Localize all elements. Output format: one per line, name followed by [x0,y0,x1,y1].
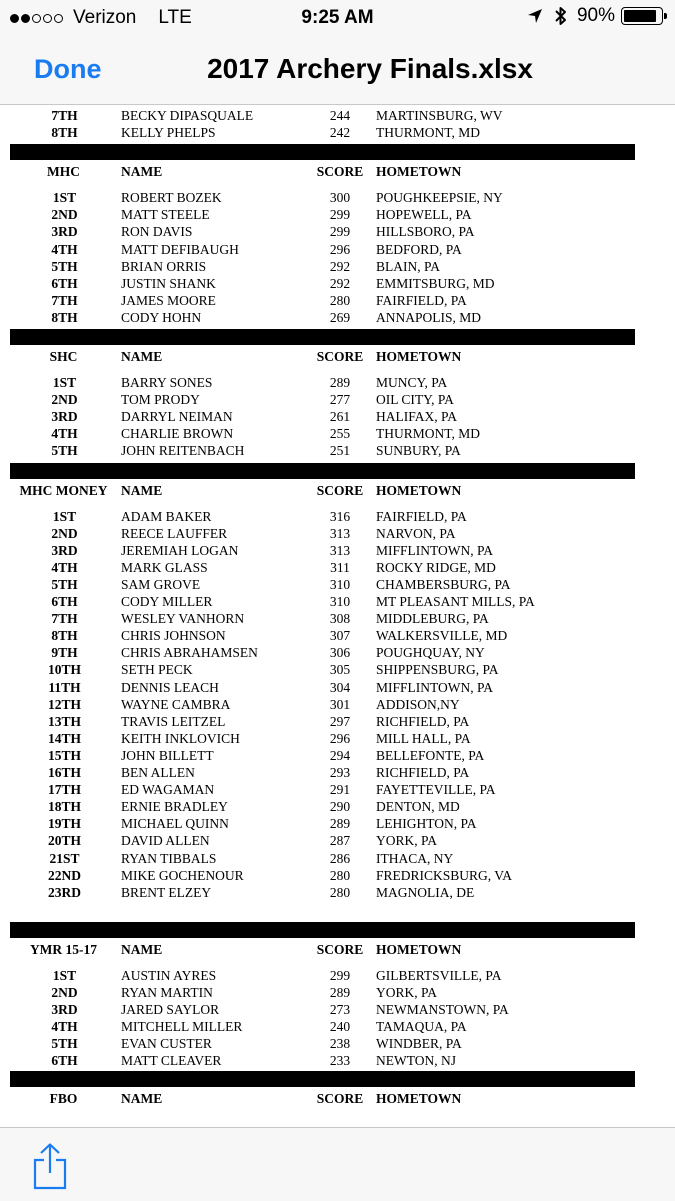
place-cell: 13TH [47,713,81,729]
name-cell: ERNIE BRADLEY [121,799,228,815]
score-cell: 304 [329,679,351,695]
place-cell: 1ST [52,967,77,983]
table-row[interactable] [0,798,675,815]
table-row[interactable] [0,832,675,849]
place-cell: 12TH [47,696,81,712]
place-cell: 23RD [48,884,81,900]
table-row[interactable] [0,223,675,240]
name-cell: JARED SAYLOR [121,1002,220,1017]
place-cell: 5TH [51,1036,78,1052]
section-divider-bar [10,329,635,345]
table-row[interactable] [0,374,675,391]
name-cell: AUSTIN AYRES [121,967,217,983]
place-cell: 7TH [51,292,78,308]
section-header-row [0,1090,675,1107]
score-cell: 297 [329,713,351,729]
table-row[interactable] [0,610,675,627]
hometown-cell: SUNBURY, PA [376,443,461,459]
score-cell: 313 [329,542,351,558]
hometown-cell: MILL HALL, PA [376,730,471,746]
score-cell: 291 [329,782,351,798]
score-cell: 289 [329,984,351,1000]
table-row[interactable] [0,661,675,678]
name-cell: MIKE GOCHENOUR [121,867,244,883]
place-cell: 3RD [51,1002,78,1017]
place-cell: 9TH [51,645,78,661]
table-row[interactable] [0,644,675,661]
hometown-cell: HILLSBORO, PA [376,224,475,240]
share-button[interactable] [30,1142,70,1190]
hometown-cell: THURMONT, MD [376,426,480,442]
hometown-cell: FAYETTEVILLE, PA [376,782,496,798]
place-cell: 20TH [47,833,81,849]
table-row[interactable] [0,850,675,867]
hometown-cell: MARTINSBURG, WV [376,108,503,123]
name-cell: MATT STEELE [121,207,210,223]
name-cell: MARK GLASS [121,559,208,575]
name-cell: CODY HOHN [121,309,202,325]
score-cell: 305 [329,662,351,678]
score-cell: 286 [329,850,351,866]
place-cell: 19TH [47,816,81,832]
table-row[interactable] [0,258,675,275]
name-cell: BARRY SONES [121,375,213,390]
place-cell: 4TH [51,426,78,442]
score-cell: 289 [329,816,351,832]
score-cell: 310 [329,594,351,609]
name-cell: DARRYL NEIMAN [121,409,233,425]
battery-level-fill [624,10,656,22]
table-row[interactable] [0,593,675,610]
hometown-cell: ROCKY RIDGE, MD [376,559,496,575]
place-cell: 2ND [51,392,78,408]
hometown-cell: ADDISON,NY [376,696,460,712]
place-cell: 11TH [48,679,81,695]
hometown-cell: TAMAQUA, PA [376,1019,467,1035]
division-header: YMR 15-17 [29,941,98,957]
table-row[interactable] [0,107,675,124]
score-cell: 310 [329,576,351,592]
hometown-cell: HOPEWELL, PA [376,207,472,223]
score-cell: 296 [329,241,351,257]
name-cell: BRIAN ORRIS [121,258,207,274]
score-cell: 240 [329,1019,351,1035]
name-column-header: NAME [121,1091,163,1107]
name-cell: JUSTIN SHANK [121,275,216,291]
name-cell: MICHAEL QUINN [121,816,229,832]
table-row[interactable] [0,984,675,1001]
hometown-cell: POUGHKEEPSIE, NY [376,190,503,206]
name-cell: JOHN BILLETT [121,747,214,763]
hometown-cell: BLAIN, PA [376,258,441,274]
name-column-header: NAME [121,164,163,180]
bluetooth-icon [553,6,569,26]
score-cell: 299 [329,224,351,240]
hometown-cell: EMMITSBURG, MD [376,275,495,291]
section-header-row [0,348,675,365]
hometown-cell: YORK, PA [376,833,438,849]
division-header: MHC MONEY [19,482,108,498]
place-cell: 5TH [51,443,78,459]
table-row[interactable] [0,408,675,425]
hometown-cell: DENTON, MD [376,799,460,815]
score-column-header: SCORE [316,482,364,498]
hometown-cell: FAIRFIELD, PA [376,508,467,524]
score-column-header: SCORE [316,164,364,180]
hometown-cell: FREDRICKSBURG, VA [376,867,513,883]
score-cell: 316 [329,508,351,524]
score-cell: 294 [329,747,351,763]
table-row[interactable] [0,967,675,984]
hometown-cell: GILBERTSVILLE, PA [376,967,502,983]
division-header: FBO [49,1091,78,1107]
hometown-cell: LEHIGHTON, PA [376,816,477,832]
place-cell: 7TH [51,108,78,123]
hometown-cell: MT PLEASANT MILLS, PA [376,594,535,609]
place-cell: 15TH [47,747,81,763]
table-row[interactable] [0,391,675,408]
place-cell: 6TH [51,275,78,291]
hometown-cell: MIDDLEBURG, PA [376,611,489,627]
name-cell: REECE LAUFFER [121,525,228,541]
place-cell: 1ST [52,375,77,390]
table-row[interactable] [0,730,675,747]
name-cell: DAVID ALLEN [121,833,210,849]
place-cell: 3RD [51,224,78,240]
name-column-header: NAME [121,941,163,957]
section-header-row [0,482,675,499]
name-column-header: NAME [121,482,163,498]
name-column-header: NAME [121,349,163,364]
name-cell: MATT CLEAVER [121,1053,222,1069]
place-cell: 2ND [51,207,78,223]
score-cell: 244 [329,108,351,123]
hometown-cell: RICHFIELD, PA [376,713,470,729]
score-column-header: SCORE [316,349,364,364]
place-cell: 2ND [51,984,78,1000]
name-cell: TOM PRODY [121,392,200,408]
name-cell: JAMES MOORE [121,292,216,308]
place-cell: 4TH [51,1019,78,1035]
score-cell: 277 [329,392,351,408]
name-cell: WAYNE CAMBRA [121,696,231,712]
name-cell: SAM GROVE [121,576,201,592]
section-divider-bar [10,144,635,160]
table-row[interactable] [0,309,675,326]
place-cell: 3RD [51,409,78,425]
section-divider-bar [10,1071,635,1087]
hometown-cell: ANNAPOLIS, MD [376,309,482,325]
table-row[interactable] [0,275,675,292]
name-cell: RYAN TIBBALS [121,850,217,866]
network-type-label: LTE [158,7,192,28]
name-cell: MITCHELL MILLER [121,1019,243,1035]
score-cell: 292 [329,258,351,274]
place-cell: 8TH [51,125,78,141]
score-cell: 296 [329,730,351,746]
bottom-toolbar [0,1127,675,1201]
name-cell: RYAN MARTIN [121,984,213,1000]
done-button[interactable]: Done [34,54,102,84]
section-divider-bar [10,922,635,938]
table-row[interactable] [0,1018,675,1035]
hometown-cell: SHIPPENSBURG, PA [376,662,499,678]
carrier-label: Verizon [73,7,137,28]
place-cell: 8TH [51,628,78,644]
score-cell: 299 [329,207,351,223]
hometown-cell: NARVON, PA [376,525,456,541]
name-cell: MATT DEFIBAUGH [121,241,239,257]
navigation-bar [0,38,675,105]
score-cell: 233 [329,1053,351,1069]
place-cell: 6TH [51,594,78,609]
place-cell: 14TH [47,730,81,746]
table-row[interactable] [0,1035,675,1052]
place-cell: 22ND [48,867,81,883]
name-cell: CHARLIE BROWN [121,426,234,442]
place-cell: 21ST [49,850,80,866]
battery-icon [621,7,663,25]
score-cell: 273 [329,1002,351,1017]
score-cell: 313 [329,525,351,541]
score-cell: 280 [329,292,351,308]
name-cell: KELLY PHELPS [121,125,216,141]
table-row[interactable] [0,425,675,442]
hometown-cell: RICHFIELD, PA [376,765,470,780]
battery-percentage: 90% [576,5,615,26]
score-column-header: SCORE [316,1091,364,1107]
place-cell: 8TH [51,309,78,325]
table-row[interactable] [0,508,675,525]
table-row[interactable] [0,442,675,459]
place-cell: 17TH [47,782,81,798]
hometown-cell: POUGHQUAY, NY [376,645,485,661]
name-cell: CHRIS JOHNSON [121,628,226,644]
name-cell: CHRIS ABRAHAMSEN [121,645,258,661]
name-cell: RON DAVIS [121,224,193,240]
place-cell: 5TH [51,576,78,592]
status-bar [0,0,675,38]
score-cell: 261 [329,409,351,425]
table-row[interactable] [0,559,675,576]
place-cell: 6TH [51,1053,78,1069]
name-cell: WESLEY VANHORN [121,611,245,627]
table-row[interactable] [0,747,675,764]
score-column-header: SCORE [316,941,364,957]
document-title: 2017 Archery Finals.xlsx [207,53,533,84]
table-row[interactable] [0,679,675,696]
table-row[interactable] [0,124,675,141]
place-cell: 18TH [47,799,81,815]
hometown-cell: CHAMBERSBURG, PA [376,576,511,592]
score-cell: 300 [329,190,351,206]
table-row[interactable] [0,627,675,644]
score-cell: 269 [329,309,351,325]
score-cell: 306 [329,645,351,661]
hometown-cell: WINDBER, PA [376,1036,462,1052]
score-cell: 289 [329,375,351,390]
score-cell: 238 [329,1036,351,1052]
place-cell: 16TH [47,765,81,780]
hometown-cell: FAIRFIELD, PA [376,292,467,308]
hometown-cell: YORK, PA [376,984,438,1000]
name-cell: TRAVIS LEITZEL [121,713,226,729]
table-row[interactable] [0,867,675,884]
hometown-cell: HALIFAX, PA [376,409,458,425]
score-cell: 299 [329,967,351,983]
hometown-cell: BEDFORD, PA [376,241,462,257]
table-row[interactable] [0,815,675,832]
division-header: MHC [47,164,80,180]
score-cell: 280 [329,884,351,900]
table-row[interactable] [0,884,675,901]
hometown-cell: ITHACA, NY [376,850,454,866]
score-cell: 293 [329,765,351,780]
place-cell: 3RD [51,542,78,558]
score-cell: 280 [329,867,351,883]
place-cell: 1ST [52,508,77,524]
share-icon [30,1142,70,1190]
place-cell: 4TH [51,241,78,257]
score-cell: 287 [329,833,351,849]
name-cell: ROBERT BOZEK [121,190,222,206]
section-divider-bar [10,463,635,479]
hometown-column-header: HOMETOWN [376,482,462,498]
location-arrow-icon [527,8,543,24]
score-cell: 292 [329,275,351,291]
table-row[interactable] [0,241,675,258]
name-cell: EVAN CUSTER [121,1036,212,1052]
hometown-cell: THURMONT, MD [376,125,480,141]
section-header-row [0,163,675,180]
clock: 9:25 AM [301,7,374,28]
score-cell: 307 [329,628,351,644]
place-cell: 10TH [47,662,81,678]
table-row[interactable] [0,781,675,798]
table-row[interactable] [0,1052,675,1069]
hometown-cell: MAGNOLIA, DE [376,884,475,900]
score-cell: 251 [329,443,351,459]
score-cell: 242 [329,125,351,141]
score-cell: 308 [329,611,351,627]
status-icons [527,5,663,27]
hometown-cell: WALKERSVILLE, MD [376,628,508,644]
table-row[interactable] [0,292,675,309]
hometown-cell: MUNCY, PA [376,375,448,390]
name-cell: DENNIS LEACH [121,679,219,695]
name-cell: BRENT ELZEY [121,884,212,900]
table-row[interactable] [0,696,675,713]
table-row[interactable] [0,1001,675,1018]
hometown-column-header: HOMETOWN [376,941,462,957]
table-row[interactable] [0,542,675,559]
hometown-cell: MIFFLINTOWN, PA [376,679,494,695]
name-cell: CODY MILLER [121,594,213,609]
table-row[interactable] [0,525,675,542]
name-cell: JEREMIAH LOGAN [121,542,239,558]
place-cell: 5TH [51,258,78,274]
place-cell: 1ST [52,190,77,206]
name-cell: ADAM BAKER [121,508,212,524]
table-row[interactable] [0,206,675,223]
place-cell: 2ND [51,525,78,541]
name-cell: SETH PECK [121,662,193,678]
name-cell: KEITH INKLOVICH [121,730,240,746]
hometown-cell: NEWMANSTOWN, PA [376,1002,509,1017]
score-cell: 290 [329,799,351,815]
section-header-row [0,941,675,958]
place-cell: 7TH [51,611,78,627]
hometown-column-header: HOMETOWN [376,1091,462,1107]
hometown-cell: OIL CITY, PA [376,392,454,408]
hometown-cell: NEWTON, NJ [376,1053,456,1069]
table-row[interactable] [0,764,675,781]
place-cell: 4TH [51,559,78,575]
hometown-cell: BELLEFONTE, PA [376,747,485,763]
score-cell: 311 [330,559,350,575]
name-cell: JOHN REITENBACH [121,443,245,459]
table-row[interactable] [0,713,675,730]
spreadsheet-view[interactable] [0,105,675,1127]
hometown-column-header: HOMETOWN [376,349,462,364]
name-cell: BEN ALLEN [121,765,195,780]
name-cell: ED WAGAMAN [121,782,215,798]
score-cell: 255 [329,426,351,442]
hometown-column-header: HOMETOWN [376,164,462,180]
table-row[interactable] [0,189,675,206]
name-cell: BECKY DIPASQUALE [121,108,254,123]
division-header: SHC [49,349,78,364]
score-cell: 301 [329,696,351,712]
table-row[interactable] [0,576,675,593]
hometown-cell: MIFFLINTOWN, PA [376,542,494,558]
